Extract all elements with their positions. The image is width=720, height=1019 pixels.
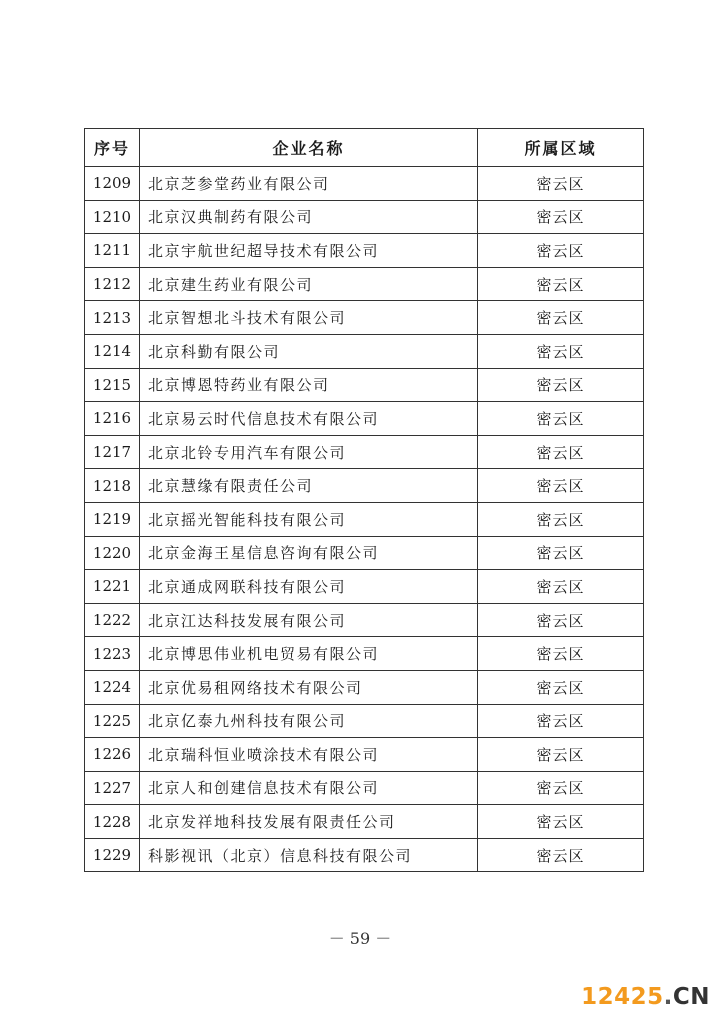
watermark-dot: .	[663, 984, 673, 1010]
cell-region: 密云区	[478, 234, 644, 268]
cell-company-name: 北京芝参堂药业有限公司	[140, 167, 478, 201]
cell-company-name: 北京发祥地科技发展有限责任公司	[140, 805, 478, 839]
table-row	[85, 469, 644, 503]
cell-region: 密云区	[478, 267, 644, 301]
cell-company-name: 北京易云时代信息技术有限公司	[140, 402, 478, 436]
cell-company-name: 北京人和创建信息技术有限公司	[140, 771, 478, 805]
table-row	[85, 368, 644, 402]
cell-company-name: 北京智想北斗技术有限公司	[140, 301, 478, 335]
cell-region: 密云区	[478, 805, 644, 839]
header-company-name: 企业名称	[140, 129, 478, 167]
table-row	[85, 771, 644, 805]
cell-company-name: 北京瑞科恒业喷涂技术有限公司	[140, 738, 478, 772]
cell-region: 密云区	[478, 502, 644, 536]
cell-region: 密云区	[478, 402, 644, 436]
table-row	[85, 267, 644, 301]
header-region: 所属区域	[478, 129, 644, 167]
cell-region: 密云区	[478, 570, 644, 604]
table-row	[85, 570, 644, 604]
cell-serial-number: 1216	[85, 402, 140, 436]
table-row	[85, 234, 644, 268]
table-row	[85, 435, 644, 469]
company-table	[84, 128, 644, 872]
page-number: － 59 －	[328, 929, 392, 948]
cell-serial-number: 1213	[85, 301, 140, 335]
cell-region: 密云区	[478, 301, 644, 335]
cell-region: 密云区	[478, 738, 644, 772]
cell-region: 密云区	[478, 334, 644, 368]
cell-region: 密云区	[478, 368, 644, 402]
cell-company-name: 北京摇光智能科技有限公司	[140, 502, 478, 536]
cell-serial-number: 1218	[85, 469, 140, 503]
cell-serial-number: 1217	[85, 435, 140, 469]
cell-region: 密云区	[478, 536, 644, 570]
cell-serial-number: 1215	[85, 368, 140, 402]
cell-company-name: 北京优易租网络技术有限公司	[140, 670, 478, 704]
cell-region: 密云区	[478, 435, 644, 469]
table-row	[85, 334, 644, 368]
cell-company-name: 北京科勤有限公司	[140, 334, 478, 368]
table-row	[85, 670, 644, 704]
cell-region: 密云区	[478, 838, 644, 872]
site-watermark	[581, 984, 710, 1010]
cell-company-name: 北京宇航世纪超导技术有限公司	[140, 234, 478, 268]
cell-company-name: 科影视讯（北京）信息科技有限公司	[140, 838, 478, 872]
cell-company-name: 北京金海王星信息咨询有限公司	[140, 536, 478, 570]
cell-serial-number: 1214	[85, 334, 140, 368]
cell-serial-number: 1228	[85, 805, 140, 839]
cell-region: 密云区	[478, 167, 644, 201]
cell-serial-number: 1220	[85, 536, 140, 570]
table-row	[85, 167, 644, 201]
table-row	[85, 637, 644, 671]
cell-serial-number: 1226	[85, 738, 140, 772]
table-row	[85, 704, 644, 738]
cell-serial-number: 1211	[85, 234, 140, 268]
cell-serial-number: 1210	[85, 200, 140, 234]
header-serial-number: 序号	[85, 129, 140, 167]
cell-region: 密云区	[478, 704, 644, 738]
cell-serial-number: 1212	[85, 267, 140, 301]
table-row	[85, 200, 644, 234]
cell-serial-number: 1224	[85, 670, 140, 704]
cell-region: 密云区	[478, 200, 644, 234]
table-row	[85, 301, 644, 335]
cell-serial-number: 1225	[85, 704, 140, 738]
cell-serial-number: 1223	[85, 637, 140, 671]
cell-serial-number: 1219	[85, 502, 140, 536]
cell-company-name: 北京江达科技发展有限公司	[140, 603, 478, 637]
watermark-suffix: CN	[672, 984, 710, 1010]
cell-serial-number: 1229	[85, 838, 140, 872]
table-row	[85, 603, 644, 637]
table-row	[85, 536, 644, 570]
cell-serial-number: 1227	[85, 771, 140, 805]
table-row	[85, 502, 644, 536]
cell-company-name: 北京建生药业有限公司	[140, 267, 478, 301]
cell-company-name: 北京通成网联科技有限公司	[140, 570, 478, 604]
table-header-row	[85, 129, 644, 167]
cell-region: 密云区	[478, 637, 644, 671]
cell-region: 密云区	[478, 670, 644, 704]
cell-serial-number: 1209	[85, 167, 140, 201]
cell-company-name: 北京亿泰九州科技有限公司	[140, 704, 478, 738]
cell-serial-number: 1222	[85, 603, 140, 637]
watermark-number: 12425	[581, 984, 664, 1010]
cell-region: 密云区	[478, 603, 644, 637]
cell-company-name: 北京博恩特药业有限公司	[140, 368, 478, 402]
table-row	[85, 402, 644, 436]
cell-region: 密云区	[478, 469, 644, 503]
table-body	[85, 167, 644, 872]
cell-company-name: 北京汉典制药有限公司	[140, 200, 478, 234]
cell-region: 密云区	[478, 771, 644, 805]
table-row	[85, 838, 644, 872]
table-row	[85, 738, 644, 772]
cell-company-name: 北京博思伟业机电贸易有限公司	[140, 637, 478, 671]
cell-serial-number: 1221	[85, 570, 140, 604]
cell-company-name: 北京慧缘有限责任公司	[140, 469, 478, 503]
cell-company-name: 北京北铃专用汽车有限公司	[140, 435, 478, 469]
table-row	[85, 805, 644, 839]
